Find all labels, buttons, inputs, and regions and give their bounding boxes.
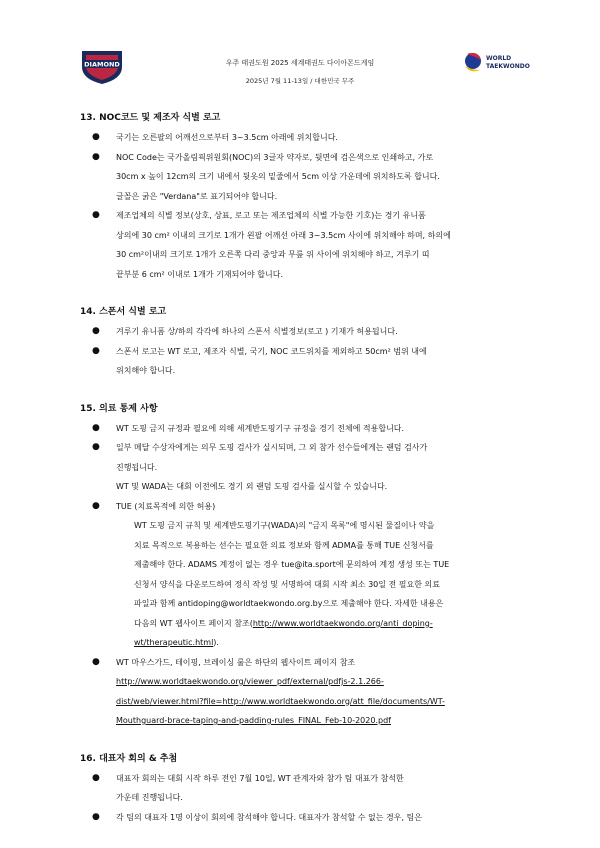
list-item-text: 30 cm²이내의 크기로 1개가 오른쪽 다리 중앙과 무릎 위 사이에 위치해야 하고, 겨루기 띠 [116,250,430,259]
header-event-date: 2025년 7월 11-13일 / 대한민국 무주 [245,77,355,85]
list-item-text: 끝부분 6 cm² 이내로 1개가 기재되어야 합니다. [116,269,284,279]
list-item-text: 대표자 회의는 대회 시작 하루 전인 7월 10일, WT 관계자와 참가 팀 대표가 참석한 [116,773,404,783]
mouthguard-rules-link-cont[interactable]: Mouthguard-brace-taping-and-padding-rules_FINAL_Feb-10-2020.pdf [116,716,391,725]
bullet-icon: ● [92,772,100,783]
bullet-icon: ● [92,151,100,162]
section-14-title: 14. 스폰서 식별 로고 [80,307,167,317]
diamond-logo-text: DIAMOND [84,60,120,69]
list-item-text: 일부 메달 수상자에게는 의무 도핑 검사가 실시되며, 그 외 참가 선수들에게는 랜덤 검사가 [116,443,428,452]
section-16-list [80,769,530,828]
list-item [80,148,530,207]
list-item [80,342,530,381]
list-item-text: 각 팀의 대표자 1명 이상이 회의에 참석해야 합니다. 대표자가 참석할 수 없는 경우, 팀은 [116,812,422,822]
list-item-text: 치료 목적으로 복용하는 선수는 필요한 의료 정보와 함께 ADMA를 통해 TUE 신청서를 [134,540,434,550]
list-item [80,808,530,828]
bullet-icon: ● [92,210,100,220]
list-item-text: 겨루기 유니폼 상/하의 각각에 하나의 스폰서 식별정보(로고 ) 기재가 허용됩니다. [116,327,398,336]
list-item-text: TUE (치료목적에 의한 허용) [116,501,216,511]
section-16-title: 16. 대표자 회의 & 추첨 [80,753,178,764]
list-item [80,769,530,808]
list-item-text: WT 도핑 금지 규칙 및 세계반도핑기구(WADA)의 "금지 목록"에 명시된 물질이나 약을 [134,521,435,530]
bullet-icon: ● [92,132,100,142]
list-item-text: 파일과 함께 antidoping@worldtaekwondo.org.by으로 제출해야 한다. 자세한 내용은 [134,599,444,608]
bullet-icon: ● [92,442,100,452]
list-item-text [80,633,530,653]
section-14-list [80,322,530,381]
list-item-text: WT 및 WADA는 대회 이전에도 경기 외 랜덤 도핑 검사를 실시할 수 있습니다. [116,482,388,491]
list-item-text: 국기는 오른팔의 어깨선으로부터 3~3.5cm 아래에 위치합니다. [116,133,338,142]
section-15-list [80,419,530,731]
wt-logo-text-2: TAEKWONDO [486,63,530,70]
list-item [80,419,530,439]
list-item [80,497,530,653]
document-body [80,108,530,827]
section-13-list [80,128,530,284]
bullet-icon: ● [92,345,100,356]
list-item-text: 스폰서 로고는 WT 로고, 제조자 식별, 국기, NOC 코드위치를 제외하고 50cm² 범위 내에 [116,346,427,356]
mouthguard-rules-link-cont[interactable]: dist/web/viewer.html?file=http://www.worldtaekwondo.org/att_file/documents/WT- [116,696,445,706]
list-item-text [80,614,530,634]
wt-logo-text-1: WORLD [486,55,512,62]
list-item-text: 글꼴은 굵은 "Verdana"로 표기되어야 합니다. [116,191,278,201]
bullet-icon: ● [92,500,100,511]
list-item [80,206,530,284]
text-segment: ). [213,638,219,647]
list-item-text: 신청서 양식을 다운로드하여 정식 작성 및 서명하여 대회 시작 최소 30일 전 필요한 의료 [134,579,440,589]
bullet-icon: ● [92,422,100,433]
bullet-icon: ● [92,656,100,667]
text-segment: 다음의 WT 웹사이트 페이지 참조( [134,618,253,628]
list-item [80,438,530,497]
list-item-text: 진행됩니다. [116,462,158,472]
bullet-icon: ● [92,326,100,336]
list-item [80,322,530,342]
list-item-text: 30cm x 높이 12cm의 크기 내에서 뒷옷의 밑줄에서 5cm 이상 가운데에 위치하도록 합니다. [116,172,440,181]
list-item-text: 위치해야 합니다. [116,366,176,375]
list-item-text: WT 도핑 금지 규정과 필요에 의해 세계반도핑기구 규정을 경기 전체에 적용합니다. [116,423,405,433]
mouthguard-rules-link[interactable]: http://www.worldtaekwondo.org/viewer_pdf/external/pdfjs-2.1.266- [116,677,384,686]
list-item-text: NOC Code는 국가올림픽위원회(NOC)의 3글자 약자로, 뒷면에 검은색으로 인쇄하고, 가로 [116,152,434,162]
list-item-text: 제조업체의 식별 정보(상호, 상표, 로고 또는 제조업체의 식별 가능한 기호)는 경기 유니폼 [116,211,426,220]
header-event-title: 우주 태권도원 2025 세계태권도 다이아몬드게임 [225,59,375,67]
bullet-icon: ● [92,811,100,822]
list-item-text: 제출해야 한다. ADAMS 계정이 없는 경우 tue@ita.sport에 문의하여 계정 생성 또는 TUE [134,560,450,569]
list-item [80,128,530,148]
list-item-text: WT 마우스가드, 테이핑, 브레이싱 룰은 하단의 웹사이트 페이지 참조 [116,657,356,667]
world-taekwondo-logo [462,48,532,78]
page-header [0,0,600,90]
section-13-title: 13. NOC코드 및 제조자 식별 로고 [80,113,221,123]
list-item [80,653,530,731]
section-15-title: 15. 의료 통제 사항 [80,403,158,414]
list-item-text: 가운데 진행됩니다. [116,793,183,802]
anti-doping-link-cont[interactable]: wt/therapeutic.html [134,638,214,647]
list-item-text: 상의에 30 cm² 이내의 크기로 1개가 왼팔 어깨선 아래 3~3.5cm 사이에 위치해야 하며, 하의에 [116,230,451,240]
anti-doping-link[interactable]: http://www.worldtaekwondo.org/anti_doping- [252,618,433,628]
